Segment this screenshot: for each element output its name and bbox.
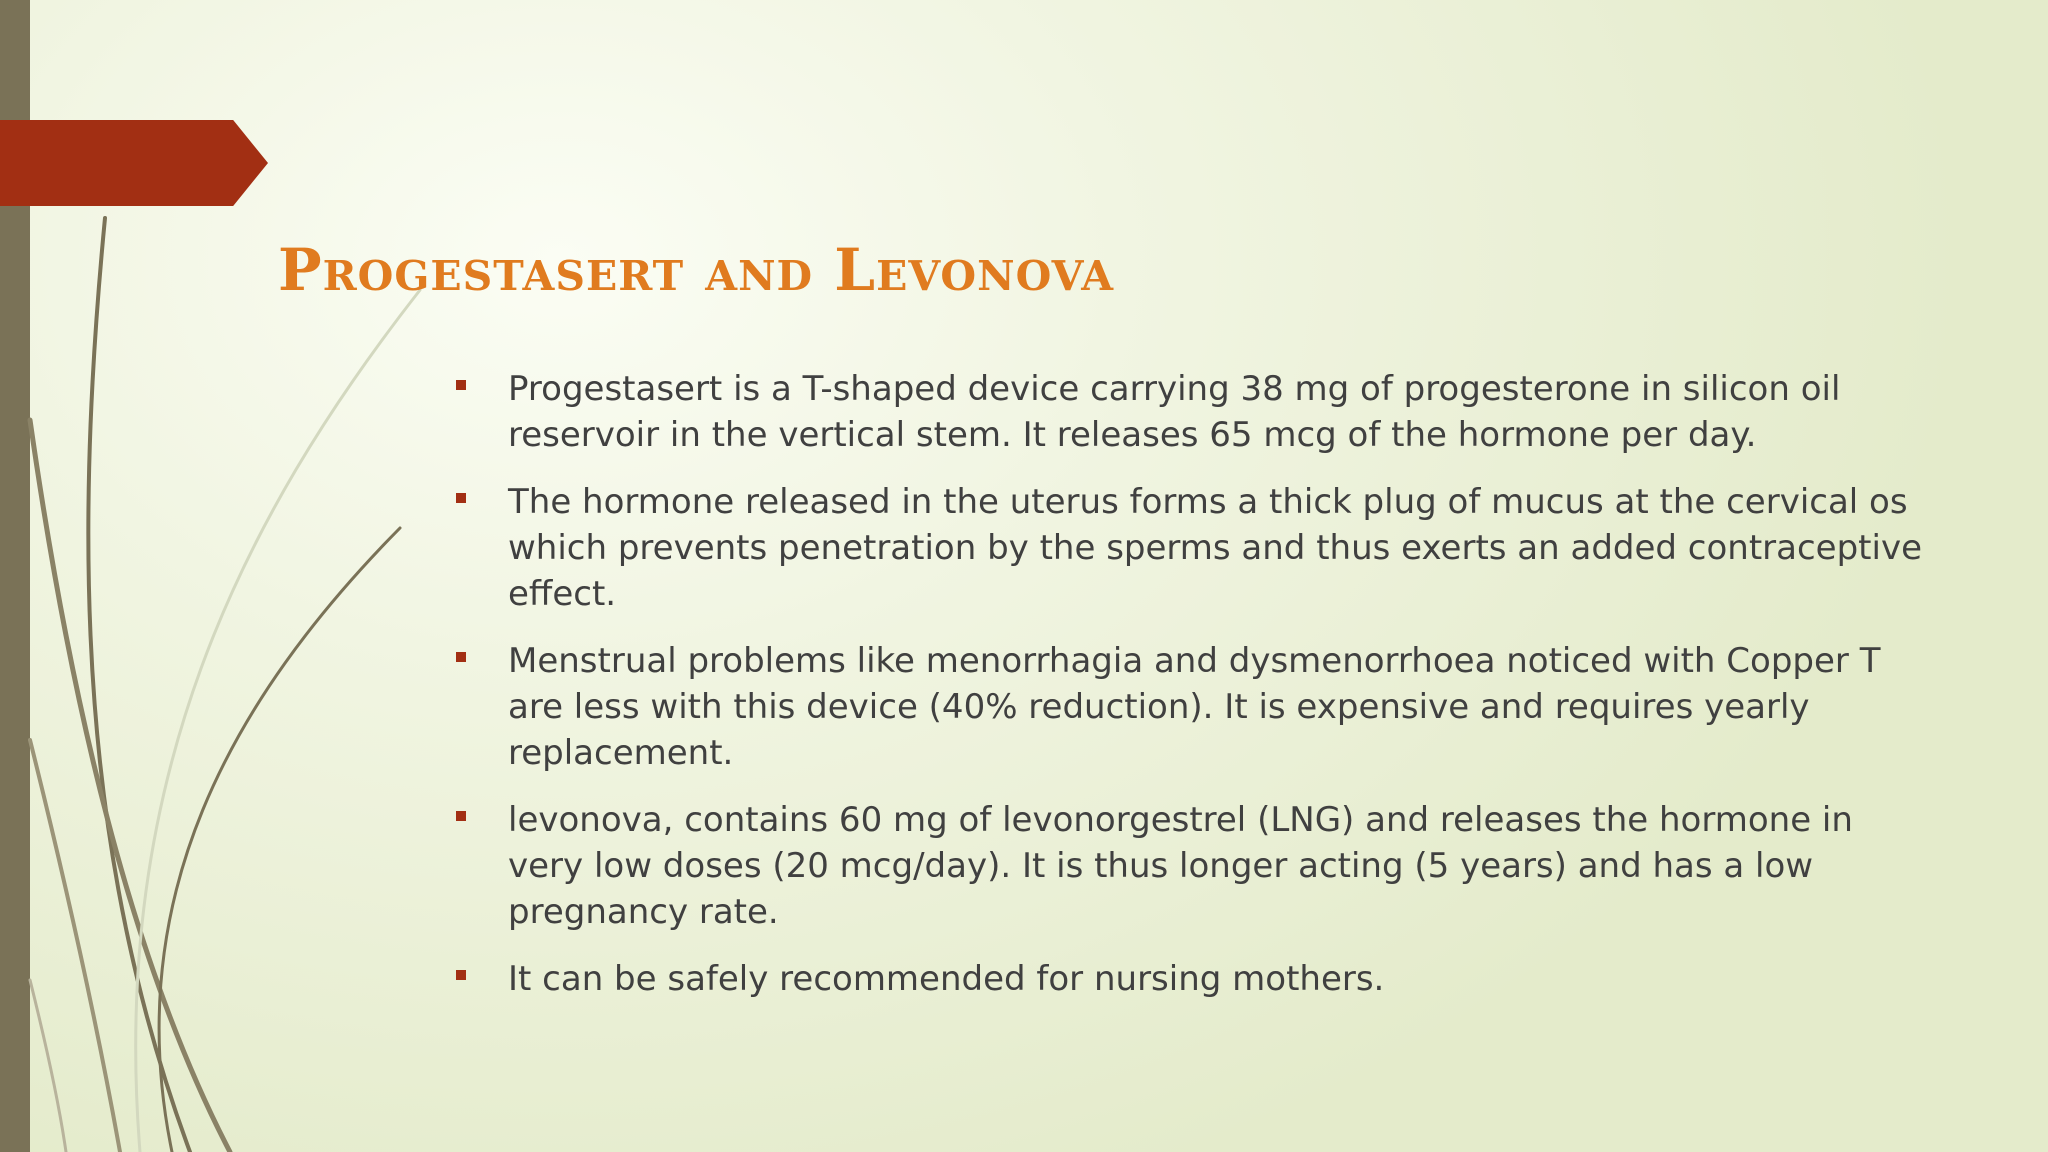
bullet-list <box>452 366 1922 1023</box>
bullet-text: It can be safely recommended for nursing mothers. <box>508 959 1385 999</box>
bullet-text: levonova, contains 60 mg of levonorgestrel (LNG) and releases the hormone in very low doses (20 mcg/day). It is thus longer acting (5 years) and has a low pregnancy rate. <box>508 800 1853 932</box>
bullet-text: Menstrual problems like menorrhagia and dysmenorrhoea noticed with Copper T are less with this device (40% reduction). It is expensive and requires yearly replacement. <box>508 641 1881 773</box>
square-bullet-icon <box>456 652 466 662</box>
square-bullet-icon <box>456 970 466 980</box>
square-bullet-icon <box>456 493 466 503</box>
list-item <box>452 479 1922 617</box>
list-item <box>452 956 1922 1002</box>
slide-title: Progestasert and Levonova <box>278 236 1115 304</box>
list-item <box>452 638 1922 776</box>
list-item <box>452 366 1922 458</box>
bullet-text: Progestasert is a T-shaped device carrying 38 mg of progesterone in silicon oil reservoir in the vertical stem. It releases 65 mcg of the hormone per day. <box>508 369 1841 455</box>
list-item <box>452 797 1922 935</box>
title-arrow-banner <box>0 120 268 206</box>
bullet-text: The hormone released in the uterus forms a thick plug of mucus at the cervical os which prevents penetration by the sperms and thus exerts an added contraceptive effect. <box>508 482 1922 614</box>
square-bullet-icon <box>456 811 466 821</box>
square-bullet-icon <box>456 380 466 390</box>
